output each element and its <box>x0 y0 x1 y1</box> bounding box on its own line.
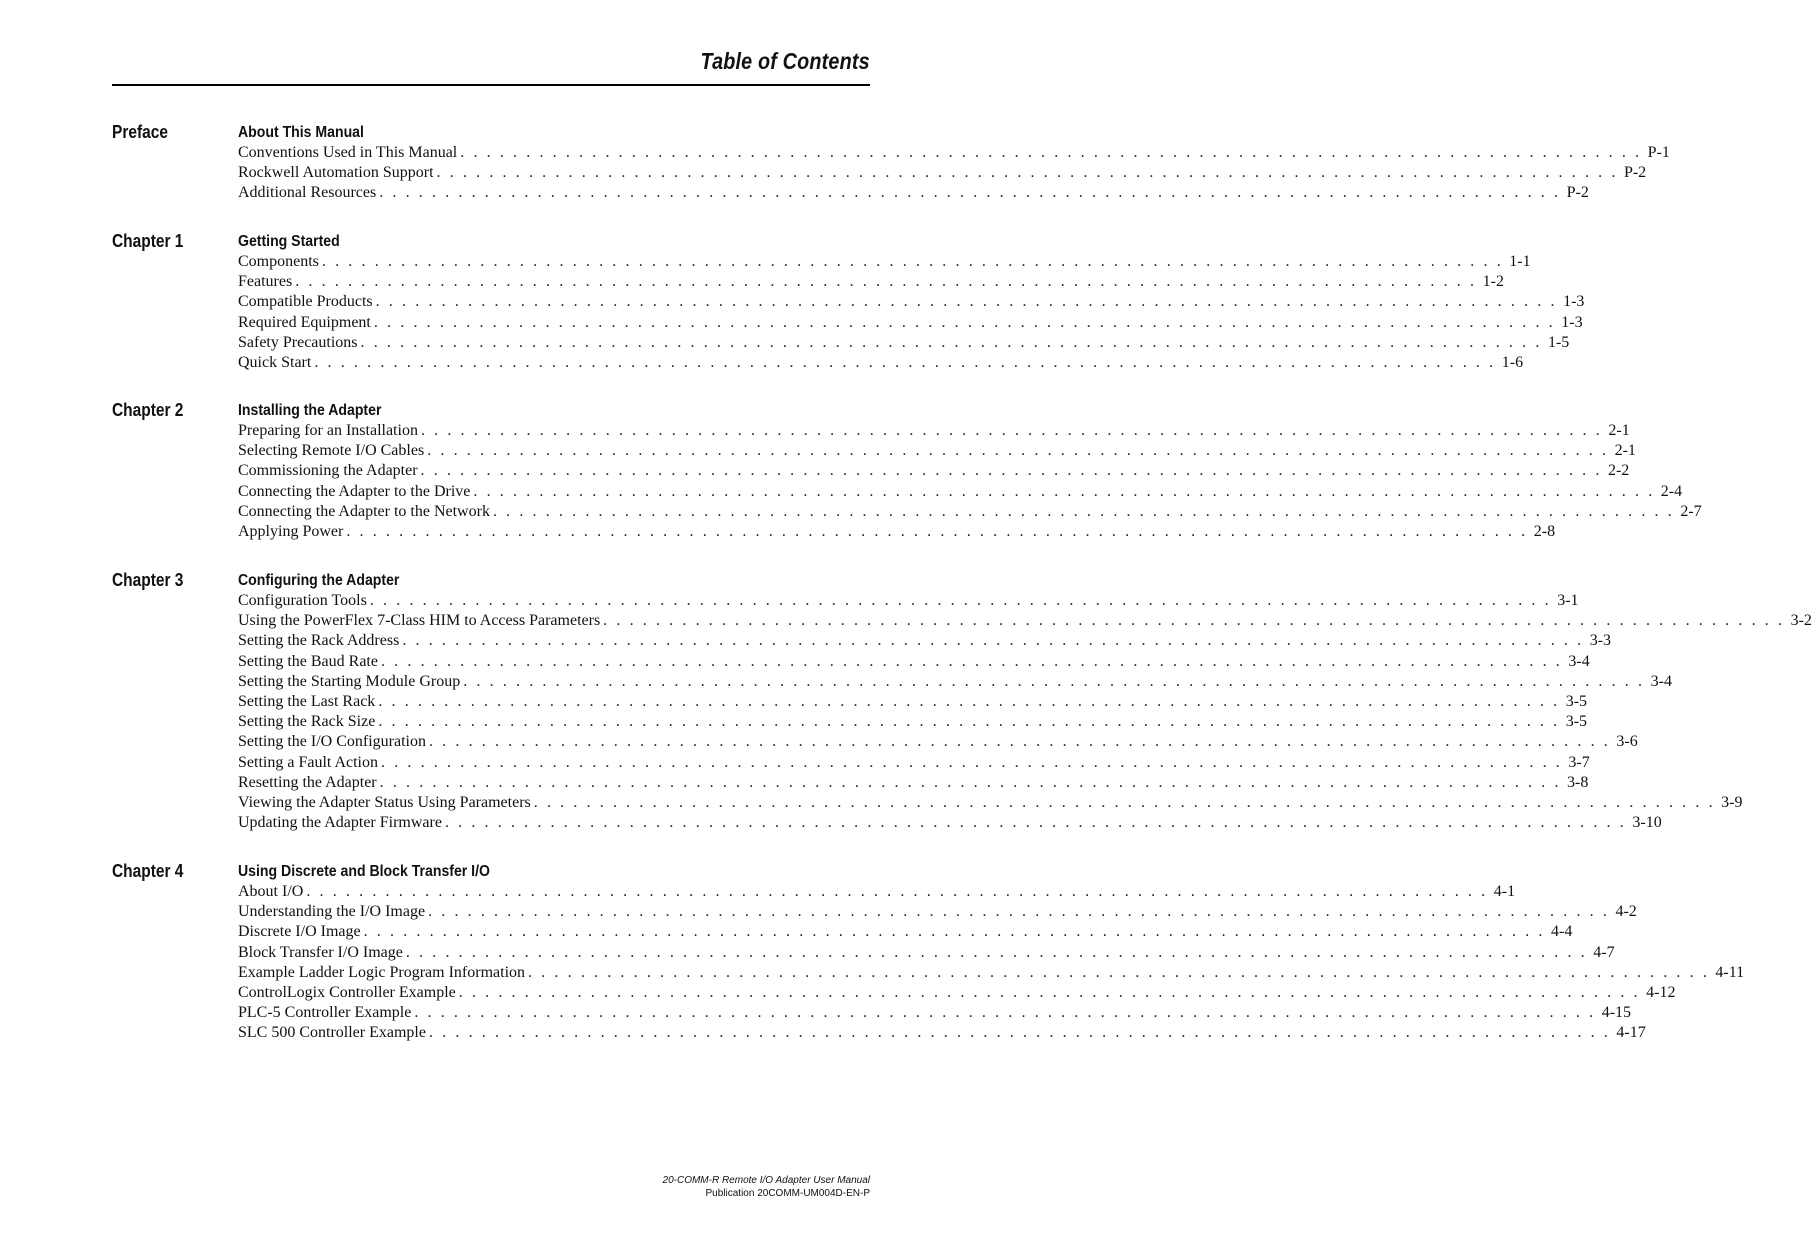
toc-entry-page-number: 1-3 <box>1563 293 1585 311</box>
dot-leader: . . . . . . . . . . . . . . . . . . . . . . . . . . . . . . . . . . . . . . . . . . . . . . . . . . . . . . . . . . . . . . . . . . . . . . . . . . . . . . . . . . . . . . . . . . <box>603 612 1785 630</box>
toc-entry[interactable] <box>238 143 1670 163</box>
toc-entry[interactable] <box>238 922 1573 942</box>
toc-entry-page-number: P-2 <box>1566 184 1589 202</box>
toc-entry-title: Setting a Fault Action <box>238 753 378 771</box>
toc-entry-page-number: 3-4 <box>1650 672 1672 690</box>
toc-entry[interactable] <box>238 163 1647 183</box>
toc-entry-title: Safety Precautions <box>238 333 358 351</box>
dot-leader: . . . . . . . . . . . . . . . . . . . . . . . . . . . . . . . . . . . . . . . . . . . . . . . . . . . . . . . . . . . . . . . . . . . . . . . . . . . . . . . . . . . . . . . . . . <box>314 353 1496 371</box>
dot-leader: . . . . . . . . . . . . . . . . . . . . . . . . . . . . . . . . . . . . . . . . . . . . . . . . . . . . . . . . . . . . . . . . . . . . . . . . . . . . . . . . . . . . . . . . . . <box>428 903 1610 921</box>
toc-entry-page-number: 4-12 <box>1646 983 1676 1001</box>
toc-entry-title: Commissioning the Adapter <box>238 462 418 480</box>
dot-leader: . . . . . . . . . . . . . . . . . . . . . . . . . . . . . . . . . . . . . . . . . . . . . . . . . . . . . . . . . . . . . . . . . . . . . . . . . . . . . . . . . . . . . . . . . . <box>405 943 1588 961</box>
dot-leader: . . . . . . . . . . . . . . . . . . . . . . . . . . . . . . . . . . . . . . . . . . . . . . . . . . . . . . . . . . . . . . . . . . . . . . . . . . . . . . . . . . . . . . . . . . <box>321 253 1504 270</box>
dot-leader: . . . . . . . . . . . . . . . . . . . . . . . . . . . . . . . . . . . . . . . . . . . . . . . . . . . . . . . . . . . . . . . . . . . . . . . . . . . . . . . . . . . . . . . . . . <box>378 692 1560 710</box>
toc-entry-page-number: 4-15 <box>1601 1004 1632 1022</box>
toc-entry-title: Resetting the Adapter <box>238 773 377 791</box>
dot-leader: . . . . . . . . . . . . . . . . . . . . . . . . . . . . . . . . . . . . . . . . . . . . . . . . . . . . . . . . . . . . . . . . . . . . . . . . . . . . . . . . . . . . . . . . . . <box>420 422 1603 439</box>
toc-entry-title: Connecting the Adapter to the Drive <box>238 482 471 500</box>
toc-entry[interactable] <box>238 252 1531 272</box>
toc-entry-page-number: 3-8 <box>1567 773 1589 791</box>
toc-entry-page-number: 3-1 <box>1557 592 1579 609</box>
dot-leader: . . . . . . . . . . . . . . . . . . . . . . . . . . . . . . . . . . . . . . . . . . . . . . . . . . . . . . . . . . . . . . . . . . . . . . . . . . . . . . . . . . . . . . . . . . <box>460 144 1642 161</box>
toc-entry-page-number: 3-9 <box>1721 793 1743 811</box>
toc-entry-title: Connecting the Adapter to the Network <box>238 502 490 520</box>
dot-leader: . . . . . . . . . . . . . . . . . . . . . . . . . . . . . . . . . . . . . . . . . . . . . . . . . . . . . . . . . . . . . . . . . . . . . . . . . . . . . . . . . . . . . . . . . . <box>428 1024 1611 1042</box>
section-heading: About This Manual <box>238 124 364 141</box>
toc-entry-page-number: 4-17 <box>1616 1024 1646 1042</box>
dot-leader: . . . . . . . . . . . . . . . . . . . . . . . . . . . . . . . . . . . . . . . . . . . . . . . . . . . . . . . . . . . . . . . . . . . . . . . . . . . . . . . . . . . . . . . . . . <box>379 184 1561 202</box>
toc-entry[interactable] <box>238 183 1589 203</box>
toc-entry[interactable] <box>238 353 1524 373</box>
toc-entry-title: Setting the Rack Size <box>238 713 376 731</box>
toc-entry-page-number: 4-1 <box>1493 883 1516 900</box>
dot-leader: . . . . . . . . . . . . . . . . . . . . . . . . . . . . . . . . . . . . . . . . . . . . . . . . . . . . . . . . . . . . . . . . . . . . . . . . . . . . . . . . . . . . . . . . . . <box>458 983 1641 1001</box>
dot-leader: . . . . . . . . . . . . . . . . . . . . . . . . . . . . . . . . . . . . . . . . . . . . . . . . . . . . . . . . . . . . . . . . . . . . . . . . . . . . . . . . . . . . . . . . . . <box>427 442 1609 460</box>
page-title: Table of Contents <box>700 48 870 74</box>
dot-leader: . . . . . . . . . . . . . . . . . . . . . . . . . . . . . . . . . . . . . . . . . . . . . . . . . . . . . . . . . . . . . . . . . . . . . . . . . . . . . . . . . . . . . . . . . . <box>428 733 1611 751</box>
dot-leader: . . . . . . . . . . . . . . . . . . . . . . . . . . . . . . . . . . . . . . . . . . . . . . . . . . . . . . . . . . . . . . . . . . . . . . . . . . . . . . . . . . . . . . . . . . <box>414 1004 1596 1022</box>
toc-entry[interactable] <box>238 793 1743 813</box>
toc-entry[interactable] <box>238 611 1812 631</box>
toc-entry[interactable] <box>238 813 1662 833</box>
toc-entry-page-number: 3-5 <box>1565 713 1588 731</box>
toc-entry-title: Conventions Used in This Manual <box>238 144 458 161</box>
toc-entry[interactable] <box>238 502 1702 522</box>
toc-entry[interactable] <box>238 882 1516 902</box>
toc-entry-page-number: 1-1 <box>1509 253 1531 270</box>
toc-entry[interactable] <box>238 773 1589 793</box>
toc-entry[interactable] <box>238 652 1590 672</box>
toc-entry-page-number: 2-1 <box>1614 442 1636 460</box>
section-entries <box>238 591 1812 833</box>
toc-entry[interactable] <box>238 712 1588 732</box>
section-entries <box>238 882 1745 1044</box>
toc-entry-title: About I/O <box>238 883 304 900</box>
toc-entry-page-number: 3-7 <box>1568 753 1590 771</box>
dot-leader: . . . . . . . . . . . . . . . . . . . . . . . . . . . . . . . . . . . . . . . . . . . . . . . . . . . . . . . . . . . . . . . . . . . . . . . . . . . . . . . . . . . . . . . . . . <box>420 462 1602 480</box>
section-entries <box>238 421 1702 542</box>
dot-leader: . . . . . . . . . . . . . . . . . . . . . . . . . . . . . . . . . . . . . . . . . . . . . . . . . . . . . . . . . . . . . . . . . . . . . . . . . . . . . . . . . . . . . . . . . . <box>379 773 1562 791</box>
toc-entry[interactable] <box>238 441 1636 461</box>
toc-entry-title: Understanding the I/O Image <box>238 903 426 921</box>
toc-entry-title: Setting the Last Rack <box>238 692 376 710</box>
dot-leader: . . . . . . . . . . . . . . . . . . . . . . . . . . . . . . . . . . . . . . . . . . . . . . . . . . . . . . . . . . . . . . . . . . . . . . . . . . . . . . . . . . . . . . . . . . <box>492 502 1675 520</box>
dot-leader: . . . . . . . . . . . . . . . . . . . . . . . . . . . . . . . . . . . . . . . . . . . . . . . . . . . . . . . . . . . . . . . . . . . . . . . . . . . . . . . . . . . . . . . . . . <box>436 164 1618 182</box>
toc-entry-title: Discrete I/O Image <box>238 923 361 941</box>
toc-entry-page-number: 1-6 <box>1501 353 1524 371</box>
toc-entry-title: Additional Resources <box>238 184 377 202</box>
toc-entry-title: Block Transfer I/O Image <box>238 943 403 961</box>
toc-entry[interactable] <box>238 421 1630 441</box>
section-heading: Getting Started <box>238 233 340 250</box>
toc-entry-page-number: P-1 <box>1647 144 1670 161</box>
section-label: Chapter 1 <box>112 231 184 251</box>
toc-entry[interactable] <box>238 902 1637 922</box>
toc-entry-title: Required Equipment <box>238 313 371 331</box>
toc-entry[interactable] <box>238 313 1583 333</box>
toc-entry[interactable] <box>238 672 1672 692</box>
toc-entry-page-number: 1-5 <box>1547 333 1570 351</box>
page-footer <box>663 1175 870 1200</box>
toc-entry[interactable] <box>238 963 1745 983</box>
toc-entry-page-number: 4-4 <box>1551 923 1573 941</box>
toc-entry-page-number: 1-3 <box>1561 313 1583 331</box>
toc-entry[interactable] <box>238 591 1579 611</box>
toc-entry-page-number: 3-5 <box>1565 692 1588 710</box>
dot-leader: . . . . . . . . . . . . . . . . . . . . . . . . . . . . . . . . . . . . . . . . . . . . . . . . . . . . . . . . . . . . . . . . . . . . . . . . . . . . . . . . . . . . . . . . . . <box>463 672 1645 690</box>
toc-entry-title: Setting the Rack Address <box>238 632 400 650</box>
toc-entry-title: PLC-5 Controller Example <box>238 1004 412 1022</box>
dot-leader: . . . . . . . . . . . . . . . . . . . . . . . . . . . . . . . . . . . . . . . . . . . . . . . . . . . . . . . . . . . . . . . . . . . . . . . . . . . . . . . . . . . . . . . . . . <box>380 652 1563 670</box>
toc-entry-title: Configuration Tools <box>238 592 367 609</box>
section-heading: Installing the Adapter <box>238 402 382 419</box>
footer-publication: Publication 20COMM-UM004D-EN-P <box>705 1187 870 1199</box>
dot-leader: . . . . . . . . . . . . . . . . . . . . . . . . . . . . . . . . . . . . . . . . . . . . . . . . . . . . . . . . . . . . . . . . . . . . . . . . . . . . . . . . . . . . . . . . . . <box>402 632 1584 650</box>
dot-leader: . . . . . . . . . . . . . . . . . . . . . . . . . . . . . . . . . . . . . . . . . . . . . . . . . . . . . . . . . . . . . . . . . . . . . . . . . . . . . . . . . . . . . . . . . . <box>381 753 1563 771</box>
dot-leader: . . . . . . . . . . . . . . . . . . . . . . . . . . . . . . . . . . . . . . . . . . . . . . . . . . . . . . . . . . . . . . . . . . . . . . . . . . . . . . . . . . . . . . . . . . <box>346 522 1528 540</box>
dot-leader: . . . . . . . . . . . . . . . . . . . . . . . . . . . . . . . . . . . . . . . . . . . . . . . . . . . . . . . . . . . . . . . . . . . . . . . . . . . . . . . . . . . . . . . . . . <box>363 923 1546 941</box>
toc-entry[interactable] <box>238 272 1504 292</box>
toc-entry-title: Viewing the Adapter Status Using Parameters <box>238 793 531 811</box>
dot-leader: . . . . . . . . . . . . . . . . . . . . . . . . . . . . . . . . . . . . . . . . . . . . . . . . . . . . . . . . . . . . . . . . . . . . . . . . . . . . . . . . . . . . . . . . . . <box>369 592 1552 609</box>
toc-entry-page-number: 4-2 <box>1615 903 1637 921</box>
toc-entry-title: ControlLogix Controller Example <box>238 983 456 1001</box>
toc-entry-title: Features <box>238 273 293 291</box>
toc-entry-title: SLC 500 Controller Example <box>238 1024 426 1042</box>
toc-entry-title: Updating the Adapter Firmware <box>238 814 442 832</box>
toc-entry[interactable] <box>238 631 1612 651</box>
toc-entry-title: Rockwell Automation Support <box>238 164 434 182</box>
toc-entry-title: Preparing for an Installation <box>238 422 418 439</box>
toc-entry-page-number: 4-7 <box>1593 943 1615 961</box>
toc-entry[interactable] <box>238 1003 1632 1023</box>
title-rule <box>112 84 870 86</box>
toc-entry[interactable] <box>238 1023 1646 1043</box>
toc-entry-page-number: 3-3 <box>1589 632 1612 650</box>
toc-entry[interactable] <box>238 732 1638 752</box>
toc-entry-page-number: 2-4 <box>1660 482 1683 500</box>
toc-entry-page-number: 2-7 <box>1680 502 1702 520</box>
toc-entry[interactable] <box>238 943 1615 963</box>
section-heading: Configuring the Adapter <box>238 572 400 589</box>
toc-entry[interactable] <box>238 522 1556 542</box>
dot-leader: . . . . . . . . . . . . . . . . . . . . . . . . . . . . . . . . . . . . . . . . . . . . . . . . . . . . . . . . . . . . . . . . . . . . . . . . . . . . . . . . . . . . . . . . . . <box>306 883 1488 900</box>
toc-entry[interactable] <box>238 482 1683 502</box>
toc-entry-page-number: 2-2 <box>1607 462 1630 480</box>
toc-entry-page-number: 2-8 <box>1533 522 1556 540</box>
toc-entry-page-number: 3-4 <box>1568 652 1590 670</box>
toc-entry-title: Setting the I/O Configuration <box>238 733 426 751</box>
dot-leader: . . . . . . . . . . . . . . . . . . . . . . . . . . . . . . . . . . . . . . . . . . . . . . . . . . . . . . . . . . . . . . . . . . . . . . . . . . . . . . . . . . . . . . . . . . <box>473 482 1655 500</box>
toc-entry-title: Setting the Baud Rate <box>238 652 378 670</box>
toc-entry-title: Selecting Remote I/O Cables <box>238 442 425 460</box>
section-entries <box>238 252 1585 373</box>
toc-entry-page-number: 3-10 <box>1632 814 1662 832</box>
toc-entry[interactable] <box>238 461 1630 481</box>
dot-leader: . . . . . . . . . . . . . . . . . . . . . . . . . . . . . . . . . . . . . . . . . . . . . . . . . . . . . . . . . . . . . . . . . . . . . . . . . . . . . . . . . . . . . . . . . . <box>444 814 1627 832</box>
section-heading: Using Discrete and Block Transfer I/O <box>238 863 490 880</box>
toc-entry-title: Components <box>238 253 319 270</box>
section-label: Preface <box>112 122 168 142</box>
section-entries <box>238 143 1670 204</box>
toc-entry-page-number: P-2 <box>1623 164 1647 182</box>
toc-entry-title: Example Ladder Logic Program Information <box>238 963 526 981</box>
dot-leader: . . . . . . . . . . . . . . . . . . . . . . . . . . . . . . . . . . . . . . . . . . . . . . . . . . . . . . . . . . . . . . . . . . . . . . . . . . . . . . . . . . . . . . . . . . <box>378 713 1560 731</box>
dot-leader: . . . . . . . . . . . . . . . . . . . . . . . . . . . . . . . . . . . . . . . . . . . . . . . . . . . . . . . . . . . . . . . . . . . . . . . . . . . . . . . . . . . . . . . . . . <box>295 273 1477 291</box>
toc-entry[interactable] <box>238 753 1590 773</box>
toc-entry-title: Applying Power <box>238 522 344 540</box>
toc-entry[interactable] <box>238 333 1570 353</box>
dot-leader: . . . . . . . . . . . . . . . . . . . . . . . . . . . . . . . . . . . . . . . . . . . . . . . . . . . . . . . . . . . . . . . . . . . . . . . . . . . . . . . . . . . . . . . . . . <box>360 333 1542 351</box>
toc-entry-page-number: 2-1 <box>1608 422 1630 439</box>
section-label: Chapter 2 <box>112 400 184 420</box>
toc-entry[interactable] <box>238 983 1676 1003</box>
dot-leader: . . . . . . . . . . . . . . . . . . . . . . . . . . . . . . . . . . . . . . . . . . . . . . . . . . . . . . . . . . . . . . . . . . . . . . . . . . . . . . . . . . . . . . . . . . <box>375 293 1558 311</box>
dot-leader: . . . . . . . . . . . . . . . . . . . . . . . . . . . . . . . . . . . . . . . . . . . . . . . . . . . . . . . . . . . . . . . . . . . . . . . . . . . . . . . . . . . . . . . . . . <box>373 313 1556 331</box>
toc-entry-page-number: 3-2 <box>1790 612 1812 630</box>
section-label: Chapter 4 <box>112 861 184 881</box>
toc-entry-title: Setting the Starting Module Group <box>238 672 461 690</box>
dot-leader: . . . . . . . . . . . . . . . . . . . . . . . . . . . . . . . . . . . . . . . . . . . . . . . . . . . . . . . . . . . . . . . . . . . . . . . . . . . . . . . . . . . . . . . . . . <box>533 793 1716 811</box>
footer-manual-title: 20-COMM-R Remote I/O Adapter User Manual <box>662 1175 870 1186</box>
toc-entry-page-number: 3-6 <box>1616 733 1638 751</box>
toc-entry[interactable] <box>238 692 1588 712</box>
dot-leader: . . . . . . . . . . . . . . . . . . . . . . . . . . . . . . . . . . . . . . . . . . . . . . . . . . . . . . . . . . . . . . . . . . . . . . . . . . . . . . . . . . . . . . . . . . <box>528 963 1710 981</box>
toc-entry-title: Quick Start <box>238 353 312 371</box>
toc-entry-title: Using the PowerFlex 7-Class HIM to Access Parameters <box>238 612 601 630</box>
toc-entry-page-number: 1-2 <box>1482 273 1504 291</box>
toc-entry-title: Compatible Products <box>238 293 373 311</box>
section-label: Chapter 3 <box>112 570 184 590</box>
toc-entry-page-number: 4-11 <box>1715 963 1745 981</box>
toc-entry[interactable] <box>238 292 1585 312</box>
